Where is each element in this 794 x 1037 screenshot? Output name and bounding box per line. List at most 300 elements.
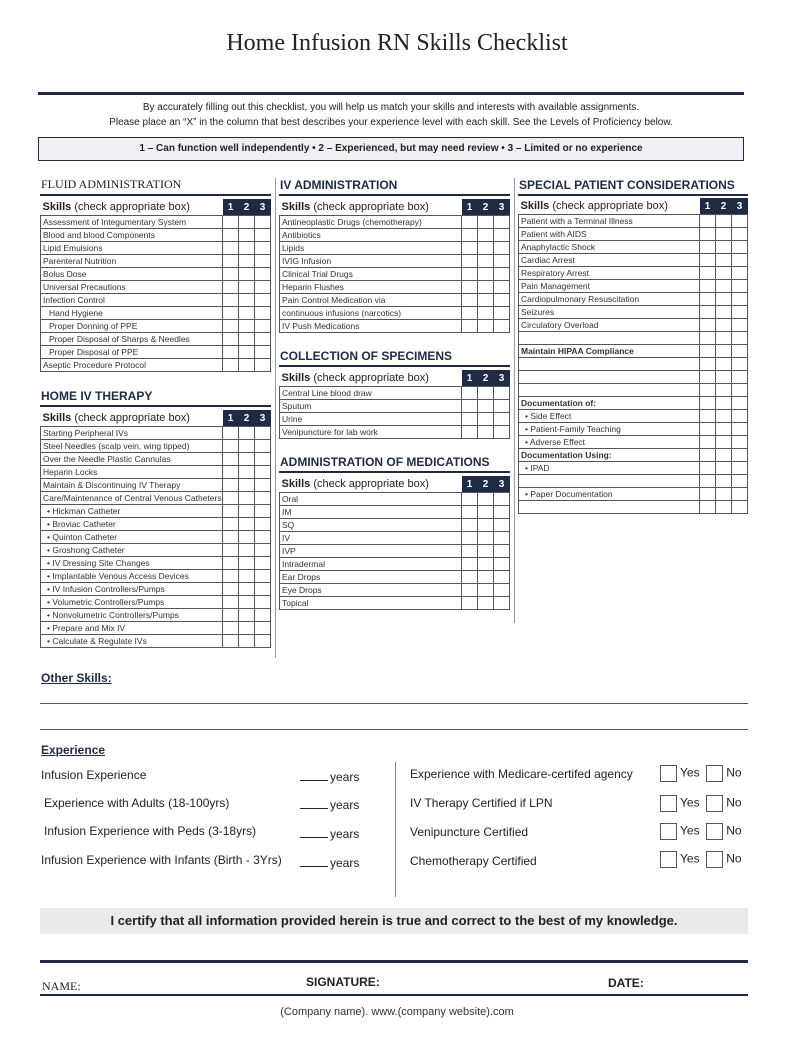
exp-infusion-years[interactable]	[300, 768, 359, 784]
home-iv-rule	[40, 405, 271, 407]
level-2-checkbox[interactable]	[239, 359, 255, 372]
level-1-checkbox[interactable]	[700, 423, 716, 436]
level-2-checkbox[interactable]	[478, 281, 494, 294]
level-3-checkbox[interactable]	[732, 475, 748, 488]
level-1-checkbox[interactable]	[700, 410, 716, 423]
level-3-checkbox[interactable]	[255, 492, 271, 505]
level-2-checkbox[interactable]	[239, 544, 255, 557]
level-2-checkbox[interactable]	[478, 597, 494, 610]
level-1-checkbox[interactable]	[223, 281, 239, 294]
skill-label: Clinical Trial Drugs	[280, 268, 462, 281]
level-2-checkbox[interactable]	[716, 267, 732, 280]
level-2-checkbox[interactable]	[716, 410, 732, 423]
level-3-checkbox[interactable]	[732, 371, 748, 384]
level-3-checkbox[interactable]	[494, 545, 510, 558]
skill-row	[41, 346, 271, 359]
skill-row	[519, 280, 748, 293]
skill-row	[519, 267, 748, 280]
level-1-checkbox[interactable]	[700, 371, 716, 384]
level-2-checkbox[interactable]	[478, 493, 494, 506]
level-2-checkbox[interactable]	[716, 423, 732, 436]
level-3-checkbox[interactable]	[732, 280, 748, 293]
level-3-checkbox[interactable]	[255, 479, 271, 492]
level-2-checkbox[interactable]	[716, 371, 732, 384]
iv-lpn-yes-checkbox[interactable]	[660, 795, 677, 812]
skill-row	[519, 332, 748, 345]
skill-label	[519, 384, 700, 397]
level-2-checkbox[interactable]	[239, 531, 255, 544]
level-1-checkbox[interactable]	[700, 306, 716, 319]
level-1-checkbox[interactable]	[223, 479, 239, 492]
level-2-checkbox[interactable]	[239, 320, 255, 333]
level-2-checkbox[interactable]	[239, 440, 255, 453]
level-1-checkbox[interactable]	[223, 307, 239, 320]
level-1-checkbox[interactable]	[462, 229, 478, 242]
level-1-checkbox[interactable]	[462, 281, 478, 294]
level-1-checkbox[interactable]	[223, 505, 239, 518]
level-2-checkbox[interactable]	[716, 449, 732, 462]
iv-lpn-no-checkbox[interactable]	[706, 795, 723, 812]
level-2-checkbox[interactable]	[716, 293, 732, 306]
skill-label: Over the Needle Plastic Cannulas	[41, 453, 223, 466]
level-2-checkbox[interactable]	[478, 255, 494, 268]
intro-line-2: Please place an “X” in the column that best describes your experience level with each skill. See the Levels of Proficiency below.	[109, 117, 673, 128]
level-2-checkbox[interactable]	[716, 488, 732, 501]
level-2-checkbox[interactable]	[239, 216, 255, 229]
level-3-checkbox[interactable]	[732, 462, 748, 475]
skill-label: IV	[280, 532, 462, 545]
level-2-checkbox[interactable]	[239, 583, 255, 596]
level-1-checkbox[interactable]	[223, 544, 239, 557]
level-1-checkbox[interactable]	[223, 320, 239, 333]
level-2-checkbox[interactable]	[478, 558, 494, 571]
skills-header-row	[280, 370, 510, 387]
level-1-checkbox[interactable]	[462, 584, 478, 597]
specimens-rule	[279, 365, 510, 367]
level-3-checkbox[interactable]	[732, 488, 748, 501]
level-2-checkbox[interactable]	[478, 584, 494, 597]
skill-label: Oral	[280, 493, 462, 506]
level-2-checkbox[interactable]	[239, 557, 255, 570]
level-1-checkbox[interactable]	[223, 229, 239, 242]
medicare-no-checkbox[interactable]	[706, 765, 723, 782]
level-2-checkbox[interactable]	[239, 596, 255, 609]
level-1-checkbox[interactable]	[223, 359, 239, 372]
level-1-checkbox[interactable]	[462, 493, 478, 506]
level-1-checkbox[interactable]	[462, 216, 478, 229]
level-1-checkbox[interactable]	[462, 532, 478, 545]
level-2-checkbox[interactable]	[239, 229, 255, 242]
level-1-checkbox[interactable]	[462, 400, 478, 413]
experience-divider	[395, 762, 396, 897]
level-3-checkbox[interactable]	[255, 268, 271, 281]
level-2-checkbox[interactable]	[478, 229, 494, 242]
exp-adults-years[interactable]	[300, 796, 359, 812]
level-2-checkbox[interactable]	[478, 571, 494, 584]
level-3-checkbox[interactable]	[494, 400, 510, 413]
level-2-checkbox[interactable]	[478, 294, 494, 307]
level-3-checkbox[interactable]	[255, 622, 271, 635]
level-1-checkbox[interactable]	[223, 255, 239, 268]
level-2-checkbox[interactable]	[239, 492, 255, 505]
level-2-checkbox[interactable]	[478, 307, 494, 320]
exp-peds-blank[interactable]	[300, 825, 328, 838]
level-1-checkbox[interactable]	[462, 545, 478, 558]
level-1-checkbox[interactable]	[223, 583, 239, 596]
level-1-checkbox[interactable]	[223, 557, 239, 570]
level-1-checkbox[interactable]	[223, 622, 239, 635]
level-3-checkbox[interactable]	[494, 532, 510, 545]
level-3-checkbox[interactable]	[494, 268, 510, 281]
signature-top-rule	[40, 960, 748, 963]
level-3-checkbox[interactable]	[732, 293, 748, 306]
level-3-checkbox[interactable]	[255, 557, 271, 570]
level-1-checkbox[interactable]	[700, 345, 716, 358]
level-2-checkbox[interactable]	[478, 413, 494, 426]
level-3-checkbox[interactable]	[732, 345, 748, 358]
level-1-checkbox[interactable]	[700, 215, 716, 228]
skill-label: Seizures	[519, 306, 700, 319]
level-3-checkbox[interactable]	[494, 216, 510, 229]
skills-header-label	[280, 199, 462, 216]
medicare-yes-checkbox[interactable]	[660, 765, 677, 782]
level-1-checkbox[interactable]	[223, 466, 239, 479]
level-1-checkbox[interactable]	[462, 242, 478, 255]
level-2-checkbox[interactable]	[239, 346, 255, 359]
level-3-checkbox[interactable]	[494, 281, 510, 294]
level-1-checkbox[interactable]	[700, 254, 716, 267]
level-3-checkbox[interactable]	[494, 597, 510, 610]
skills-header-hint: (check appropriate box)	[313, 200, 429, 213]
level-2-checkbox[interactable]	[239, 294, 255, 307]
column-divider-1	[275, 178, 276, 658]
level-3-checkbox[interactable]	[255, 229, 271, 242]
skill-label: Maintain & Discontinuing IV Therapy	[41, 479, 223, 492]
level-1-checkbox[interactable]	[462, 320, 478, 333]
level-2-checkbox[interactable]	[239, 453, 255, 466]
level-3-checkbox[interactable]	[732, 449, 748, 462]
level-2-checkbox[interactable]	[716, 384, 732, 397]
level-1-checkbox[interactable]	[462, 255, 478, 268]
level-3-checkbox[interactable]	[732, 436, 748, 449]
level-1-checkbox[interactable]	[223, 294, 239, 307]
skill-label: Pain Management	[519, 280, 700, 293]
level-3-checkbox[interactable]	[494, 387, 510, 400]
level-1-checkbox[interactable]	[700, 449, 716, 462]
level-2-checkbox[interactable]	[239, 281, 255, 294]
level-1-checkbox[interactable]	[223, 346, 239, 359]
level-3-checkbox[interactable]	[255, 583, 271, 596]
level-1-checkbox[interactable]	[462, 558, 478, 571]
skill-row	[280, 229, 510, 242]
venipuncture-label: Venipuncture Certified	[410, 825, 529, 839]
level-3-checkbox[interactable]	[494, 413, 510, 426]
exp-adults-label: Experience with Adults (18-100yrs)	[44, 796, 230, 810]
level-3-header: 3	[494, 370, 510, 387]
level-3-checkbox[interactable]	[732, 397, 748, 410]
level-3-checkbox[interactable]	[255, 544, 271, 557]
skill-label: Steel Needles (scalp vein, wing tipped)	[41, 440, 223, 453]
level-2-checkbox[interactable]	[478, 320, 494, 333]
level-1-checkbox[interactable]	[223, 216, 239, 229]
skill-row	[519, 397, 748, 410]
level-2-checkbox[interactable]	[478, 545, 494, 558]
level-3-checkbox[interactable]	[255, 346, 271, 359]
exp-peds-years[interactable]	[300, 825, 359, 841]
skill-label: • IV Dressing Site Changes	[41, 557, 223, 570]
level-3-checkbox[interactable]	[494, 493, 510, 506]
level-3-checkbox[interactable]	[494, 571, 510, 584]
level-2-checkbox[interactable]	[239, 307, 255, 320]
level-1-checkbox[interactable]	[700, 397, 716, 410]
level-2-checkbox[interactable]	[716, 332, 732, 345]
level-1-checkbox[interactable]	[223, 268, 239, 281]
level-2-checkbox[interactable]	[716, 397, 732, 410]
level-3-checkbox[interactable]	[732, 241, 748, 254]
level-1-checkbox[interactable]	[223, 596, 239, 609]
level-2-checkbox[interactable]	[239, 255, 255, 268]
level-3-checkbox[interactable]	[255, 609, 271, 622]
level-3-checkbox[interactable]	[255, 242, 271, 255]
level-2-checkbox[interactable]	[478, 506, 494, 519]
level-2-checkbox[interactable]	[716, 345, 732, 358]
level-2-checkbox[interactable]	[478, 387, 494, 400]
level-1-checkbox[interactable]	[223, 333, 239, 346]
level-1-checkbox[interactable]	[700, 228, 716, 241]
exp-infants-years[interactable]	[300, 854, 359, 870]
level-2-checkbox[interactable]	[478, 519, 494, 532]
level-3-checkbox[interactable]	[732, 501, 748, 514]
level-1-checkbox[interactable]	[700, 267, 716, 280]
level-1-checkbox[interactable]	[700, 293, 716, 306]
level-2-checkbox[interactable]	[239, 609, 255, 622]
level-3-checkbox[interactable]	[255, 294, 271, 307]
level-3-checkbox[interactable]	[494, 307, 510, 320]
level-2-checkbox[interactable]	[478, 216, 494, 229]
level-1-checkbox[interactable]	[462, 597, 478, 610]
level-3-checkbox[interactable]	[494, 242, 510, 255]
level-1-checkbox[interactable]	[223, 242, 239, 255]
level-3-checkbox[interactable]	[732, 228, 748, 241]
chemo-yes-checkbox[interactable]	[660, 851, 677, 868]
skill-label: Assessment of Integumentary System	[41, 216, 223, 229]
level-2-checkbox[interactable]	[716, 462, 732, 475]
level-3-checkbox[interactable]	[494, 294, 510, 307]
level-3-checkbox[interactable]	[255, 440, 271, 453]
exp-infusion-unit: years	[330, 770, 360, 784]
skill-row	[280, 294, 510, 307]
level-3-checkbox[interactable]	[494, 426, 510, 439]
level-3-checkbox[interactable]	[255, 453, 271, 466]
level-2-header: 2	[478, 476, 494, 493]
level-1-checkbox[interactable]	[223, 518, 239, 531]
level-1-checkbox[interactable]	[223, 440, 239, 453]
level-1-checkbox[interactable]	[223, 427, 239, 440]
level-3-checkbox[interactable]	[732, 215, 748, 228]
level-2-checkbox[interactable]	[239, 479, 255, 492]
level-1-checkbox[interactable]	[462, 571, 478, 584]
level-1-checkbox[interactable]	[700, 358, 716, 371]
level-3-header: 3	[255, 410, 271, 427]
skill-row	[519, 306, 748, 319]
level-1-checkbox[interactable]	[462, 506, 478, 519]
level-3-checkbox[interactable]	[255, 307, 271, 320]
level-2-checkbox[interactable]	[716, 280, 732, 293]
level-1-checkbox[interactable]	[462, 426, 478, 439]
medicare-label: Experience with Medicare-certifed agency	[410, 767, 633, 781]
skill-label: Aseptic Procedure Protocol	[41, 359, 223, 372]
level-3-checkbox[interactable]	[732, 384, 748, 397]
level-3-checkbox[interactable]	[255, 570, 271, 583]
level-1-checkbox[interactable]	[223, 609, 239, 622]
level-1-checkbox[interactable]	[700, 384, 716, 397]
venipuncture-no-checkbox[interactable]	[706, 823, 723, 840]
level-3-checkbox[interactable]	[494, 584, 510, 597]
skill-label: Proper Disposal of Sharps & Needles	[41, 333, 223, 346]
level-3-checkbox[interactable]	[732, 358, 748, 371]
level-2-checkbox[interactable]	[239, 518, 255, 531]
skill-row	[41, 583, 271, 596]
level-1-checkbox[interactable]	[223, 492, 239, 505]
intro-line-1: By accurately filling out this checklist, you will help us match your skills and interests with available assignments.	[142, 102, 640, 113]
level-1-checkbox[interactable]	[462, 519, 478, 532]
skill-label: Care/Maintenance of Central Venous Catheters	[41, 492, 223, 505]
skill-row	[519, 293, 748, 306]
level-3-checkbox[interactable]	[255, 281, 271, 294]
level-2-checkbox[interactable]	[239, 242, 255, 255]
level-2-checkbox[interactable]	[239, 268, 255, 281]
level-3-checkbox[interactable]	[494, 255, 510, 268]
level-1-checkbox[interactable]	[223, 531, 239, 544]
level-3-checkbox[interactable]	[494, 229, 510, 242]
exp-infants-blank[interactable]	[300, 854, 328, 867]
level-3-checkbox[interactable]	[732, 332, 748, 345]
skills-header-word: Skills	[520, 199, 550, 212]
skills-header-label	[519, 198, 700, 215]
skill-row	[41, 333, 271, 346]
level-3-checkbox[interactable]	[732, 254, 748, 267]
level-3-checkbox[interactable]	[494, 558, 510, 571]
level-2-checkbox[interactable]	[239, 333, 255, 346]
skill-label: IV Push Medications	[280, 320, 462, 333]
chemo-yes-label: Yes	[680, 851, 700, 866]
level-2-checkbox[interactable]	[716, 215, 732, 228]
level-3-checkbox[interactable]	[255, 505, 271, 518]
level-1-checkbox[interactable]	[700, 280, 716, 293]
skill-row	[519, 436, 748, 449]
level-2-checkbox[interactable]	[239, 622, 255, 635]
skill-label: IVP	[280, 545, 462, 558]
level-1-checkbox[interactable]	[700, 319, 716, 332]
level-2-header: 2	[239, 410, 255, 427]
level-1-checkbox[interactable]	[700, 436, 716, 449]
level-1-checkbox[interactable]	[462, 307, 478, 320]
level-3-checkbox[interactable]	[732, 319, 748, 332]
exp-infusion-blank[interactable]	[300, 768, 328, 781]
level-3-checkbox[interactable]	[255, 466, 271, 479]
level-3-checkbox[interactable]	[494, 506, 510, 519]
skill-label: Blood and blood Components	[41, 229, 223, 242]
level-2-checkbox[interactable]	[716, 501, 732, 514]
level-2-checkbox[interactable]	[239, 427, 255, 440]
level-2-checkbox[interactable]	[478, 426, 494, 439]
other-skills-line-2[interactable]	[40, 729, 748, 730]
level-3-checkbox[interactable]	[255, 596, 271, 609]
level-1-checkbox[interactable]	[223, 453, 239, 466]
level-3-checkbox[interactable]	[494, 320, 510, 333]
level-2-checkbox[interactable]	[716, 436, 732, 449]
chemo-no-checkbox[interactable]	[706, 851, 723, 868]
level-2-checkbox[interactable]	[239, 635, 255, 648]
level-1-checkbox[interactable]	[462, 387, 478, 400]
level-1-checkbox[interactable]	[462, 294, 478, 307]
level-1-checkbox[interactable]	[223, 635, 239, 648]
level-3-checkbox[interactable]	[255, 320, 271, 333]
level-3-checkbox[interactable]	[494, 519, 510, 532]
level-2-checkbox[interactable]	[239, 505, 255, 518]
level-2-checkbox[interactable]	[716, 319, 732, 332]
level-2-checkbox[interactable]	[239, 570, 255, 583]
level-2-checkbox[interactable]	[716, 254, 732, 267]
level-1-checkbox[interactable]	[462, 413, 478, 426]
level-1-checkbox[interactable]	[700, 241, 716, 254]
skill-label: • Groshong Catheter	[41, 544, 223, 557]
exp-adults-blank[interactable]	[300, 796, 328, 809]
level-1-checkbox[interactable]	[700, 332, 716, 345]
level-3-checkbox[interactable]	[732, 267, 748, 280]
level-1-checkbox[interactable]	[223, 570, 239, 583]
level-1-checkbox[interactable]	[700, 488, 716, 501]
level-3-checkbox[interactable]	[732, 423, 748, 436]
level-2-checkbox[interactable]	[239, 466, 255, 479]
skills-header-word: Skills	[281, 477, 311, 490]
level-3-checkbox[interactable]	[255, 531, 271, 544]
level-2-checkbox[interactable]	[478, 532, 494, 545]
skill-label: Cardiopulmonary Resuscitation	[519, 293, 700, 306]
level-1-checkbox[interactable]	[700, 462, 716, 475]
venipuncture-yes-checkbox[interactable]	[660, 823, 677, 840]
level-1-checkbox[interactable]	[700, 501, 716, 514]
skills-header-hint: (check appropriate box)	[313, 477, 429, 490]
level-3-checkbox[interactable]	[732, 306, 748, 319]
level-1-checkbox[interactable]	[462, 268, 478, 281]
level-3-checkbox[interactable]	[255, 518, 271, 531]
level-1-checkbox[interactable]	[700, 475, 716, 488]
skill-row	[519, 228, 748, 241]
other-skills-line-1[interactable]	[40, 703, 748, 704]
iv-lpn-options	[660, 795, 742, 812]
level-3-header: 3	[494, 199, 510, 216]
level-2-checkbox[interactable]	[478, 268, 494, 281]
level-3-checkbox[interactable]	[255, 635, 271, 648]
level-2-checkbox[interactable]	[716, 228, 732, 241]
level-2-checkbox[interactable]	[716, 475, 732, 488]
exp-infants-unit: years	[330, 856, 360, 870]
level-3-checkbox[interactable]	[732, 410, 748, 423]
level-3-checkbox[interactable]	[255, 359, 271, 372]
level-2-checkbox[interactable]	[478, 400, 494, 413]
level-3-checkbox[interactable]	[255, 255, 271, 268]
level-3-checkbox[interactable]	[255, 216, 271, 229]
skill-label: Documentation Using:	[519, 449, 700, 462]
level-2-checkbox[interactable]	[716, 241, 732, 254]
level-2-checkbox[interactable]	[716, 306, 732, 319]
level-2-checkbox[interactable]	[716, 358, 732, 371]
level-3-checkbox[interactable]	[255, 427, 271, 440]
level-2-checkbox[interactable]	[478, 242, 494, 255]
skill-row	[519, 462, 748, 475]
level-3-checkbox[interactable]	[255, 333, 271, 346]
